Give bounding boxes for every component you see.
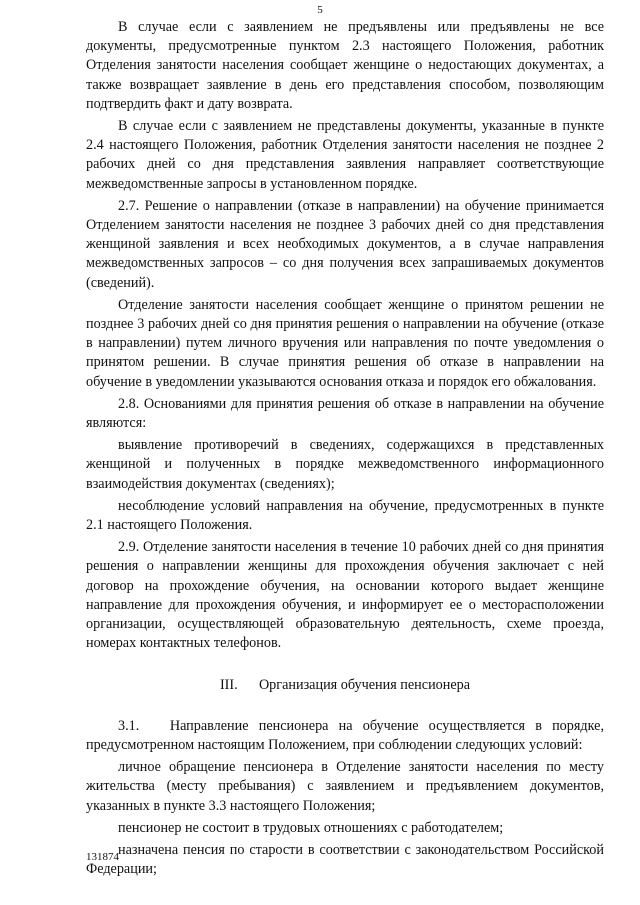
paragraph: Отделение занятости населения сообщает женщине о принятом решении не позднее 3 рабочих дней со дня принятия решения о направлении на обучение (отказе в направлении) путем личного вручения или направления по почте уведомления о принятом решении. В случае принятия решения об отказе в направлении на обучение в уведомлении указываются основания отказа и порядок его обжалования. (86, 296, 604, 390)
paragraph: назначена пенсия по старости в соответствии с законодательством Российской Федерации; (86, 841, 604, 878)
paragraph-3-1: 3.1. Направление пенсионера на обучение осуществляется в порядке, предусмотренном настоящим Положением, при соблюдении следующих условий: (86, 717, 604, 753)
paragraph-2-8: 2.8. Основаниями для принятия решения об отказе в направлении на обучение являются: (86, 395, 604, 432)
section-heading: III. Организация обучения пенсионера (219, 676, 471, 693)
document-code: 131874 (86, 851, 119, 863)
paragraph: несоблюдение условий направления на обучение, предусмотренных в пункте 2.1 настоящего Положения. (86, 497, 604, 534)
paragraph: В случае если с заявлением не предъявлены или предъявлены не все документы, предусмотренные пунктом 2.3 настоящего Положения, работник Отделения занятости населения сообщает женщине о недостающих документах, а также возвращает заявление в день его представления способом, позволяющим подтвердить факт и дату возврата. (86, 19, 604, 112)
paragraph: пенсионер не состоит в трудовых отношениях с работодателем; (118, 819, 504, 836)
page-number: 5 (317, 4, 323, 16)
paragraph-2-7: 2.7. Решение о направлении (отказе в направлении) на обучение принимается Отделением занятости населения не позднее 3 рабочих дней со дня представления женщиной заявления и всех необходимых документов, а в случае направления межведомственных запросов – со дня получения всех запрашиваемых документов (сведений). (86, 197, 604, 291)
document-body (86, 18, 604, 882)
paragraph-2-9: 2.9. Отделение занятости населения в течение 10 рабочих дней со дня принятия решения о направлении женщины для прохождения обучения заключает с ней договор на прохождение обучения, на основании которого выдает женщине направление для прохождения обучения, и информирует ее о месторасположении организации, осуществляющей образовательную деятельность, схеме проезда, номерах контактных телефонов. (86, 539, 604, 652)
paragraph: личное обращение пенсионера в Отделение занятости населения по месту жительства (месту пребывания) с заявлением и предъявлением документов, указанных в пункте 3.3 настоящего Положения; (86, 759, 604, 814)
paragraph: выявление противоречий в сведениях, содержащихся в представленных женщиной и полученных в порядке межведомственного информационного взаимодействия документах (сведениях); (86, 437, 604, 492)
paragraph: В случае если с заявлением не представлены документы, указанные в пункте 2.4 настоящего Положения, работник Отделения занятости населения не позднее 2 рабочих дней со дня представления заявления направляет соответствующие межведомственные запросы в установленном порядке. (86, 118, 604, 192)
